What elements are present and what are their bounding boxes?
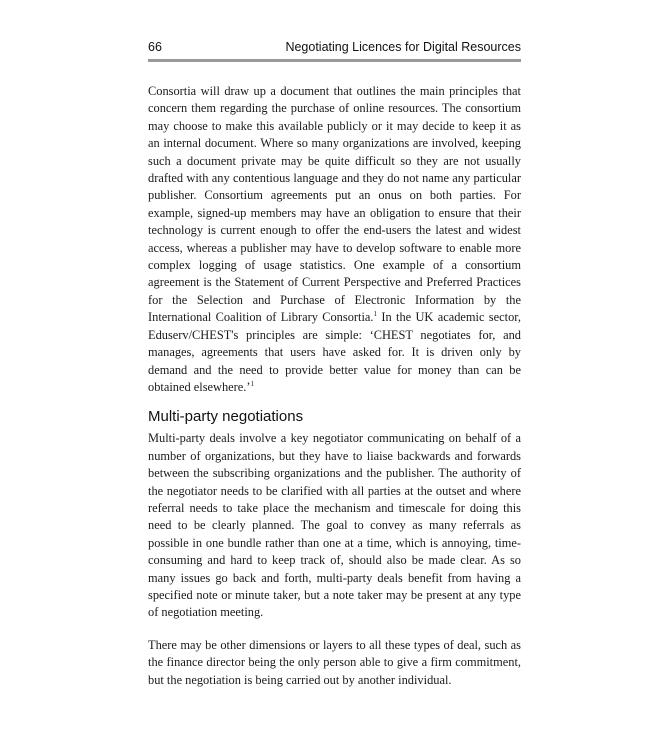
footnote-marker-1: 1 <box>373 310 378 319</box>
paragraph-consortia-text-2: In the UK academic sector, Eduserv/CHEST's principles are simple: ‘CHEST negotiates for, and manages, agreements that users have asked for. It is driven only by demand and the need to provide better value for money than can be obtained elsewhere.’ <box>148 310 521 394</box>
paragraph-consortia-text-1: Consortia will draw up a document that outlines the main principles that concern them regarding the purchase of online resources. The consortium may choose to make this available publicly or it may decide to keep it as an internal document. Where so many organizations are involved, keeping such a document private may be quite difficult so they are not usually drafted with any contentious language and they do not name any particular publisher. Consortium agreements put an onus on both parties. For example, signed-up members may have an obligation to ensure that their technology is current enough to offer the end-users the latest and widest access, whereas a publisher may have to develop software to enable more complex logging of usage statistics. One example of a consortium agreement is the Statement of Current Perspective and Preferred Practices for the Selection and Purchase of Electronic Information by the International Coalition of Library Consortia. <box>148 84 521 325</box>
section-heading-multi-party: Multi-party negotiations <box>148 408 304 426</box>
paragraph-consortia <box>148 83 521 396</box>
running-title: Negotiating Licences for Digital Resources <box>285 40 521 54</box>
paragraph-other-dimensions: There may be other dimensions or layers to all these types of deal, such as the finance director being the only person able to give a firm commitment, but the negotiation is being carried out by another individual. <box>148 637 521 687</box>
paragraph-multi-party: Multi-party deals involve a key negotiator communicating on behalf of a number of organizations, but they have to liaise backwards and forwards between the subscribing organizations and the publisher. The authority of the negotiator needs to be clarified with all parties at the outset and where referral needs to take place the mechanism and timescale for doing this need to be clearly planned. The goal to convey as many referrals as possible in one bundle rather than one at a time, which is annoying, time-consuming and hard to keep track of, should also be made clear. As so many issues go back and forth, multi-party deals benefit from having a specified note or minute taker, but a note taker may be present at any type of negotiation meeting. <box>148 431 521 620</box>
running-header <box>148 40 521 62</box>
page-number: 66 <box>148 40 162 54</box>
footnote-marker-2: 1 <box>250 379 255 388</box>
book-page <box>148 40 521 689</box>
